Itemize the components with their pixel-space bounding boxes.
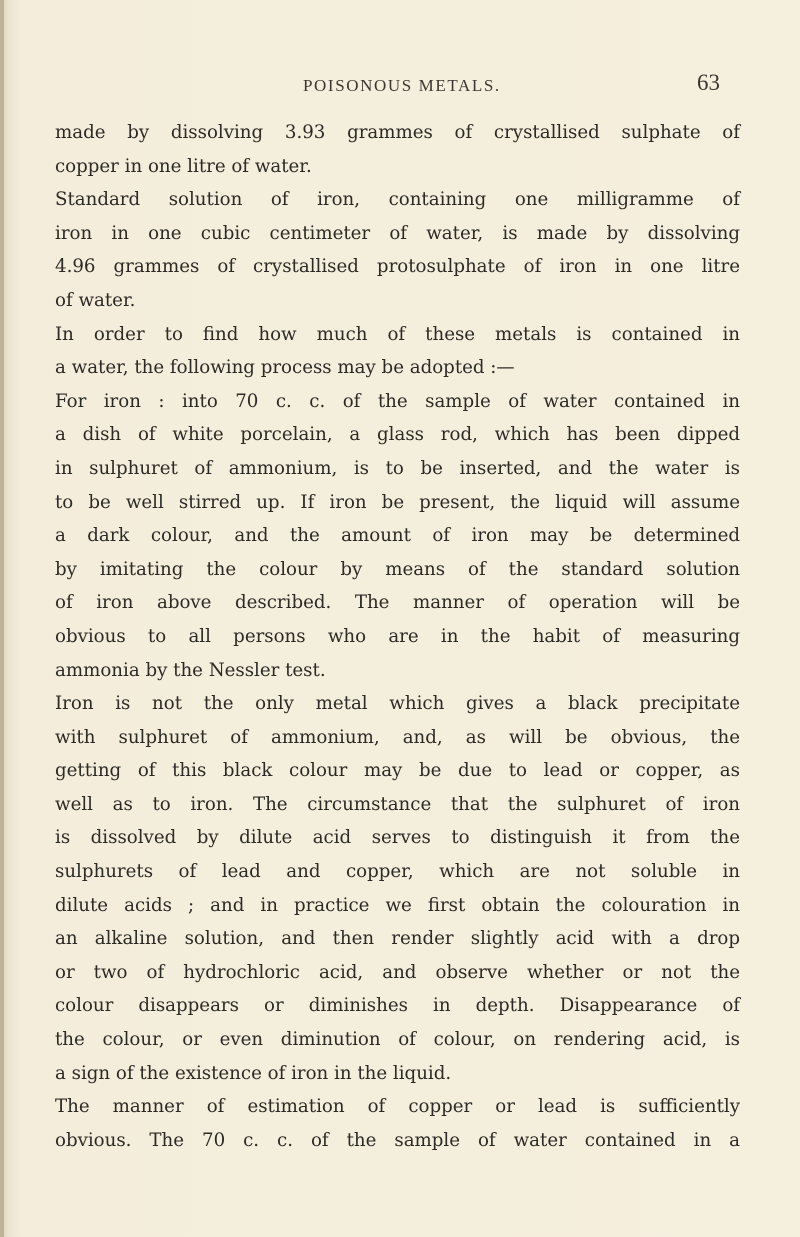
text-line: a water, the following process may be adopted :— xyxy=(55,357,515,379)
text-line: an alkaline solution, and then render slightly acid with a drop xyxy=(55,928,740,950)
text-line: dilute acids ; and in practice we first obtain the colouration in xyxy=(55,894,740,916)
text-line: or two of hydrochloric acid, and observe whether or not the xyxy=(55,961,740,983)
page-number: 63 xyxy=(697,70,720,95)
text-line: iron in one cubic centimeter of water, is made by dissolving xyxy=(55,222,740,244)
text-line: 4.96 grammes of crystallised protosulphate of iron in one litre xyxy=(55,256,740,278)
text-line: with sulphuret of ammonium, and, as will be obvious, the xyxy=(55,726,740,748)
running-head xyxy=(0,70,800,100)
text-line: Iron is not the only metal which gives a black precipitate xyxy=(55,693,740,715)
text-line: of iron above described. The manner of operation will be xyxy=(55,592,740,614)
text-line: In order to find how much of these metals is contained in xyxy=(55,323,740,345)
running-title: POISONOUS METALS. xyxy=(303,76,501,95)
text-line: a sign of the existence of iron in the liquid. xyxy=(55,1062,452,1084)
text-line: made by dissolving 3.93 grammes of crystallised sulphate of xyxy=(55,122,740,143)
text-line: a dark colour, and the amount of iron may be determined xyxy=(55,525,740,547)
text-line: The manner of estimation of copper or lead is sufficiently xyxy=(55,1096,740,1118)
text-line: obvious to all persons who are in the habit of measuring xyxy=(55,625,740,647)
text-line: of water. xyxy=(55,289,136,311)
text-line: the colour, or even diminution of colour, on rendering acid, is xyxy=(55,1029,740,1051)
text-line: in sulphuret of ammonium, is to be inserted, and the water is xyxy=(55,457,740,479)
text-line: copper in one litre of water. xyxy=(55,155,312,177)
body-text xyxy=(55,116,740,1157)
text-line: Standard solution of iron, containing one milligramme of xyxy=(55,189,740,211)
text-line: For iron : into 70 c. c. of the sample of water contained in xyxy=(55,390,740,412)
text-line: colour disappears or diminishes in depth. Disappearance of xyxy=(55,995,740,1017)
text-line: well as to iron. The circumstance that the sulphuret of iron xyxy=(55,793,740,815)
text-line: to be well stirred up. If iron be present, the liquid will assume xyxy=(55,491,740,513)
text-line: obvious. The 70 c. c. of the sample of water contained in a xyxy=(55,1129,740,1151)
text-line: by imitating the colour by means of the standard solution xyxy=(55,558,740,580)
text-line: sulphurets of lead and copper, which are not soluble in xyxy=(55,861,740,883)
page-gutter xyxy=(0,0,4,1237)
text-line: getting of this black colour may be due to lead or copper, as xyxy=(55,760,740,782)
text-line: a dish of white porcelain, a glass rod, which has been dipped xyxy=(55,424,740,446)
text-line: ammonia by the Nessler test. xyxy=(55,659,326,681)
text-line: is dissolved by dilute acid serves to distinguish it from the xyxy=(55,827,740,849)
